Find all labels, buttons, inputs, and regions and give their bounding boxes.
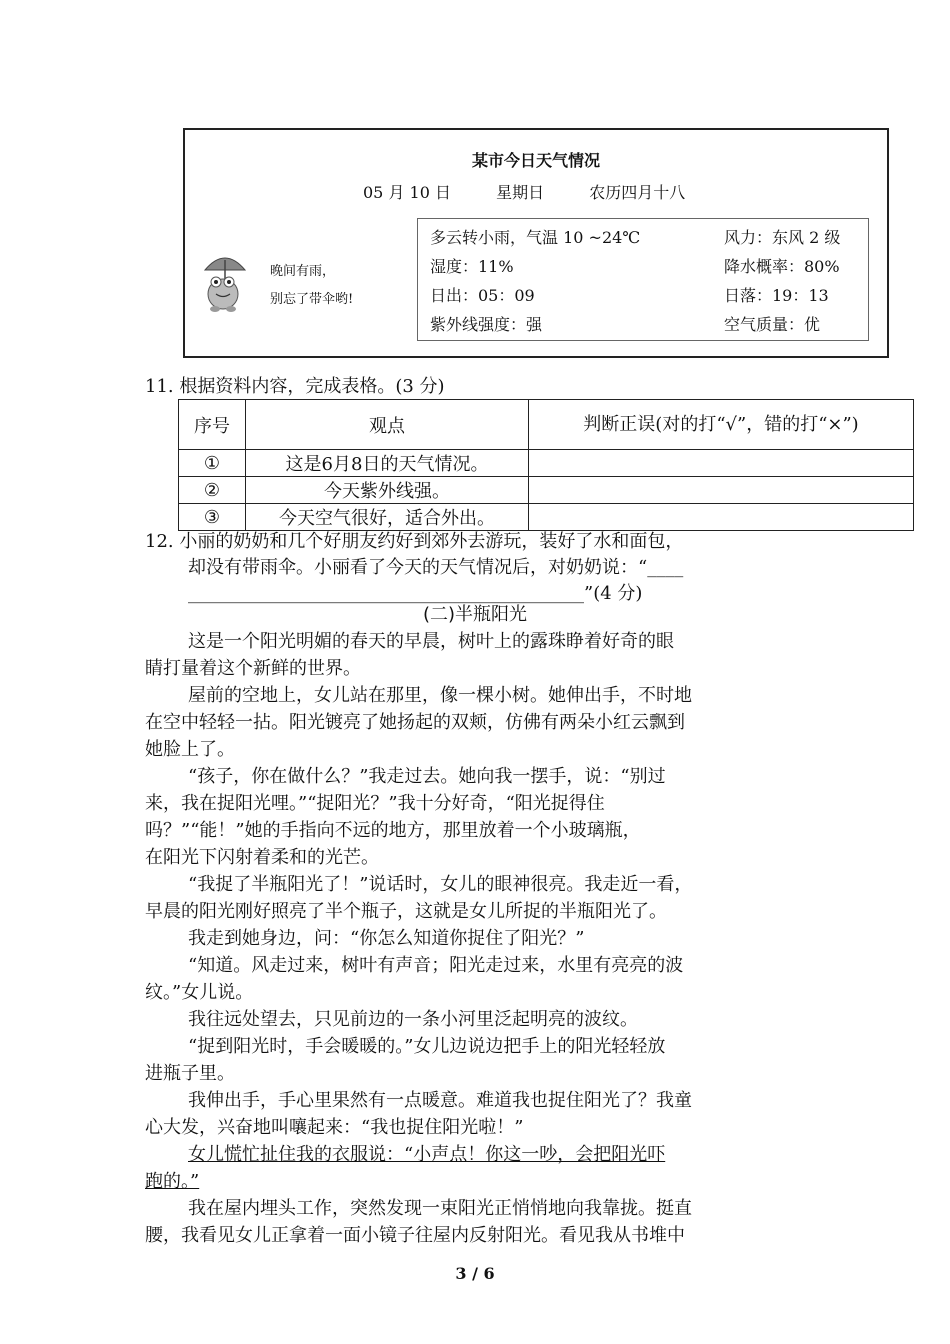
- weather-cell: 紫外线强度：强: [430, 315, 543, 334]
- q12-line-1: 12. 小丽的奶奶和几个好朋友约好到郊外去游玩，装好了水和面包，: [145, 531, 684, 552]
- weather-lunar: 农历四月十八: [589, 183, 686, 202]
- article-line: “孩子，你在做什么？”我走过去。她向我一摆手，说：“别过: [188, 766, 666, 787]
- article-line: 这是一个阳光明媚的春天的早晨，树叶上的露珠睁着好奇的眼: [188, 631, 674, 652]
- article-line: 纹。”女儿说。: [145, 982, 254, 1003]
- weather-row: [430, 312, 860, 340]
- weather-details: [417, 218, 869, 341]
- article-line: 我走到她身边，问：“你怎么知道你捉住了阳光？”: [188, 928, 585, 949]
- q12-line-3: ____________________________________________”(4 分): [188, 583, 643, 604]
- bubble-line-2: 别忘了带伞哟!: [270, 292, 354, 307]
- article-line: “知道。风走过来，树叶有声音；阳光走过来，水里有亮亮的波: [188, 955, 684, 976]
- article-heading: (二)半瓶阳光: [422, 604, 528, 625]
- article-line: 我在屋内埋头工作，突然发现一束阳光正悄悄地向我靠拢。挺直: [188, 1198, 692, 1219]
- bubble-line-1: 晚间有雨，: [270, 264, 336, 279]
- weather-cell: 日落：19：13: [724, 286, 829, 305]
- article-line: 我伸出手，手心里果然有一点暖意。难道我也捉住阳光了？我童: [188, 1090, 692, 1111]
- weather-date: 05 月 10 日: [363, 183, 451, 202]
- weather-row: [430, 225, 860, 253]
- article-line: 屋前的空地上，女儿站在那里，像一棵小树。她伸出手，不时地: [188, 685, 692, 706]
- table-header-row: [179, 400, 914, 450]
- q12-line-2: 却没有带雨伞。小丽看了今天的天气情况后，对奶奶说：“____: [188, 557, 684, 578]
- table-row: [179, 450, 914, 477]
- weather-title: 某市今日天气情况: [471, 151, 600, 170]
- article-line: “我捉了半瓶阳光了！”说话时，女儿的眼神很亮。我走近一看，: [188, 874, 693, 895]
- row-num: ③: [179, 504, 246, 531]
- speech-bubble: [270, 258, 353, 314]
- article-line: 我往远处望去，只见前边的一条小河里泛起明亮的波纹。: [188, 1009, 638, 1030]
- weather-cell: 多云转小雨，气温 10 ~24℃: [430, 228, 641, 247]
- article-line: 在空中轻轻一拈。阳光镀亮了她扬起的双颊，仿佛有两朵小红云飘到: [145, 712, 685, 733]
- weather-cell: 湿度：11%: [430, 257, 514, 276]
- weather-cell: 日出：05：09: [430, 286, 535, 305]
- article-line: “捉到阳光时，手会暖暖的。”女儿边说边把手上的阳光轻轻放: [188, 1036, 666, 1057]
- answer-cell[interactable]: [529, 450, 914, 477]
- article-line: 心大发，兴奋地叫嚷起来：“我也捉住阳光啦！”: [145, 1117, 524, 1138]
- article-line: 进瓶子里。: [145, 1063, 235, 1084]
- article-line: 早晨的阳光刚好照亮了半个瓶子，这就是女儿所捉的半瓶阳光了。: [145, 901, 667, 922]
- weather-weekday: 星期日: [496, 183, 545, 202]
- article-line: 吗？”“能！”她的手指向不远的地方，那里放着一个小玻璃瓶，: [145, 820, 641, 841]
- answer-cell[interactable]: [529, 477, 914, 504]
- weather-box: [183, 128, 889, 358]
- frog-umbrella-icon: [199, 248, 251, 314]
- article-line: 在阳光下闪射着柔和的光芒。: [145, 847, 379, 868]
- article-line: 腰，我看见女儿正拿着一面小镜子往屋内反射阳光。看见我从书堆中: [145, 1225, 685, 1246]
- page-number: 3 / 6: [455, 1264, 495, 1283]
- row-num: ①: [179, 450, 246, 477]
- q11-text: 11. 根据资料内容，完成表格。(3 分): [145, 376, 445, 397]
- weather-date-line: [363, 180, 725, 203]
- header-view: 观点: [246, 400, 529, 450]
- weather-cell: 降水概率：80%: [724, 257, 840, 276]
- weather-cell: 空气质量：优: [724, 315, 821, 334]
- row-text: 今天紫外线强。: [246, 477, 529, 504]
- q11-table: [178, 399, 914, 531]
- article-line: 睛打量着这个新鲜的世界。: [145, 658, 361, 679]
- row-num: ②: [179, 477, 246, 504]
- header-num: 序号: [179, 400, 246, 450]
- weather-row: [430, 254, 860, 282]
- table-row: [179, 477, 914, 504]
- row-text: 这是6月8日的天气情况。: [246, 450, 529, 477]
- article-line: 来，我在捉阳光哩。”“捉阳光？”我十分好奇，“阳光捉得住: [145, 793, 605, 814]
- weather-cell: 风力：东风 2 级: [724, 228, 841, 247]
- article-line-underlined: 跑的。”: [145, 1171, 200, 1192]
- article-line-underlined: 女儿慌忙扯住我的衣服说：“小声点！你这一吵，会把阳光吓: [188, 1144, 666, 1165]
- weather-row: [430, 283, 860, 311]
- article-line: 她脸上了。: [145, 739, 235, 760]
- header-judge: 判断正误(对的打“√”，错的打“×”): [529, 400, 914, 450]
- row-text: 今天空气很好，适合外出。: [246, 504, 529, 531]
